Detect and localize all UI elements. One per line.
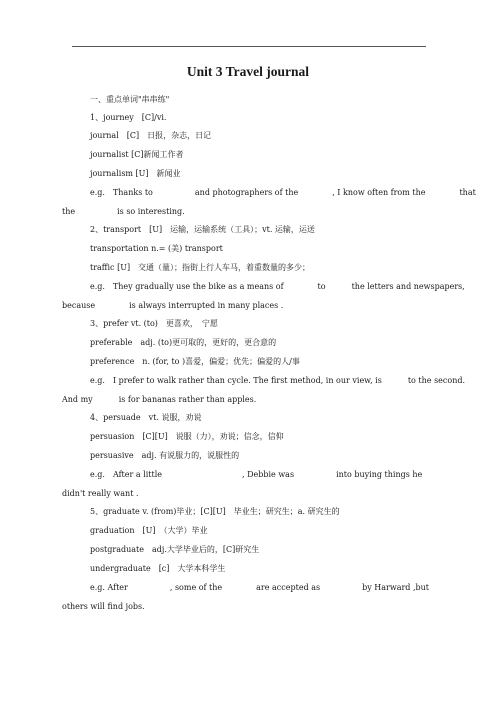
- entry-5-heading: 5、graduate v. (from)毕业；[C][U] 毕业生；研究生；a. 研究生的: [90, 507, 340, 516]
- entry-2-example: e.g. They gradually use the bike as a means of to the letters and newspapers,: [90, 282, 465, 291]
- entry-2-line-b: traffic [U] 交通（量）；指街上行人车马，着重数量的多少；: [90, 263, 311, 272]
- entry-2-heading: 2、transport [U] 运输，运输系统（工具）；vt. 运输，运送: [90, 225, 315, 234]
- entry-1-example-cont: the is so interesting.: [62, 207, 185, 216]
- entry-3-line-b: preference n. (for, to )喜爱，偏爱；优先；偏爱的人/事: [90, 357, 300, 366]
- entry-5-example: e.g. After , some of the are accepted as by Harward ,but: [90, 583, 429, 592]
- entry-3-heading: 3、prefer vt. (to) 更喜欢， 宁愿: [90, 319, 218, 328]
- entry-5-line-c: undergraduate [c] 大学本科学生: [90, 564, 226, 573]
- entry-1-line-a: journal [C] 日报，杂志，日记: [90, 131, 212, 140]
- entry-4-example-cont: didn't really want .: [62, 489, 139, 498]
- entry-3-example: e.g. I prefer to walk rather than cycle. The first method, in our view, is to the second.: [90, 376, 466, 385]
- section-heading: 一、重点单词"串串练": [90, 95, 170, 104]
- entry-3-example-cont: And my is for bananas rather than apples.: [62, 395, 257, 404]
- entry-1-line-b: journalist [C]新闻工作者: [90, 150, 184, 159]
- entry-4-line-b: persuasive adj. 有说服力的，说服性的: [90, 451, 240, 460]
- page-title: Unit 3 Travel journal: [186, 64, 310, 79]
- entry-4-example: e.g. After a little , Debbie was into buying things he: [90, 470, 423, 479]
- entry-1-line-c: journalism [U] 新闻业: [90, 169, 181, 178]
- entry-4-line-a: persuasion [C][U] 说服（力），劝说；信念，信仰: [90, 432, 284, 441]
- entry-5-line-b: postgraduate adj.大学毕业后的，[C]研究生: [90, 545, 260, 554]
- entry-1-heading: 1、journey [C]/vi.: [90, 113, 167, 122]
- header-rule: [72, 46, 426, 47]
- entry-5-example-cont: others will find jobs.: [62, 602, 145, 611]
- entry-2-example-cont: because is always interrupted in many places .: [62, 301, 284, 310]
- entry-3-line-a: preferable adj. (to)更可取的，更好的，更合意的: [90, 338, 277, 347]
- entry-5-line-a: graduation [U] （大学）毕业: [90, 526, 208, 535]
- entry-2-line-a: transportation n.= (美) transport: [90, 244, 223, 253]
- entry-4-heading: 4、persuade vt. 说服，劝说: [90, 413, 202, 422]
- entry-1-example: e.g. Thanks to and photographers of the , I know often from the that: [90, 188, 476, 197]
